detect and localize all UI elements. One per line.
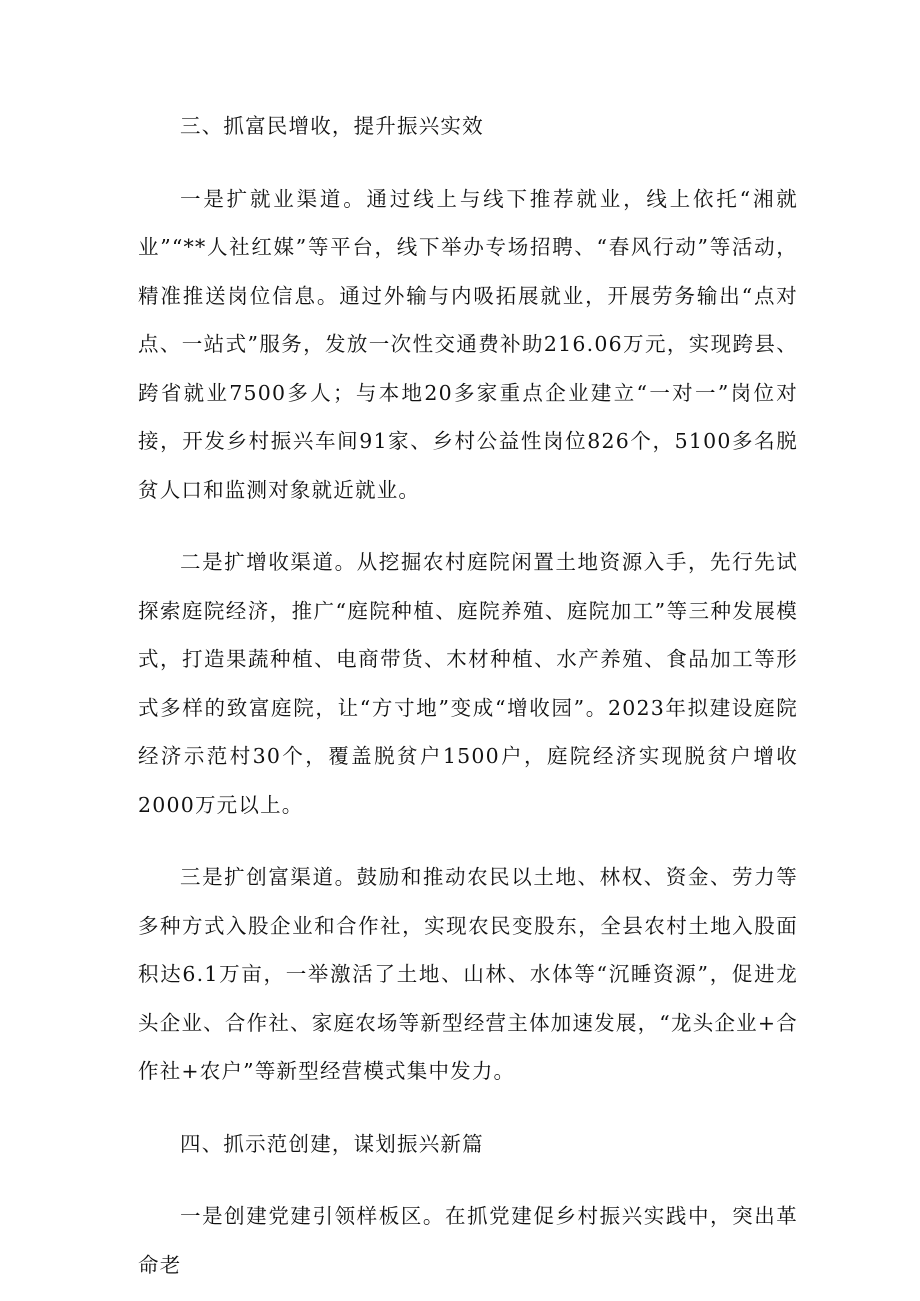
paragraph-income: 二是扩增收渠道。从挖掘农村庭院闲置土地资源入手，先行先试探索庭院经济，推广“庭院种植、庭院养殖、庭院加工”等三种发展模式，打造果蔬种植、电商带货、木材种植、水产养殖、食品加工等形式多样的致富庭院，让“方寸地”变成“增收园”。2023年拟建设庭院经济示范村30个，覆盖脱贫户1500户，庭院经济实现脱贫户增收2000万元以上。 xyxy=(138,550,798,817)
section-heading-3: 三、抓富民增收，提升振兴实效 xyxy=(180,114,484,138)
section-heading-4: 四、抓示范创建，谋划振兴新篇 xyxy=(180,1131,484,1156)
paragraph-party-building: 一是创建党建引领样板区。在抓党建促乡村振兴实践中，突出革命老 xyxy=(138,1204,798,1277)
paragraph-employment: 一是扩就业渠道。通过线上与线下推荐就业，线上依托“湘就业”“**人社红媒”等平台，线下举办专场招聘、“春风行动”等活动，精准推送岗位信息。通过外输与内吸拓展就业，开展劳务输出“点对点、一站式”服务，发放一次性交通费补助216.06万元，实现跨县、跨省就业7500多人；与本地20多家重点企业建立“一对一”岗位对接，开发乡村振兴车间91家、乡村公益性岗位826个，5100多名脱贫人口和监测对象就近就业。 xyxy=(138,186,798,502)
document-page xyxy=(138,102,798,1289)
paragraph-wealth: 三是扩创富渠道。鼓励和推动农民以土地、林权、资金、劳力等多种方式入股企业和合作社，实现农民变股东，全县农村土地入股面积达6.1万亩，一举激活了土地、山林、水体等“沉睡资源”，促进龙头企业、合作社、家庭农场等新型经营主体加速发展，“龙头企业+合作社+农户”等新型经营模式集中发力。 xyxy=(138,865,798,1083)
